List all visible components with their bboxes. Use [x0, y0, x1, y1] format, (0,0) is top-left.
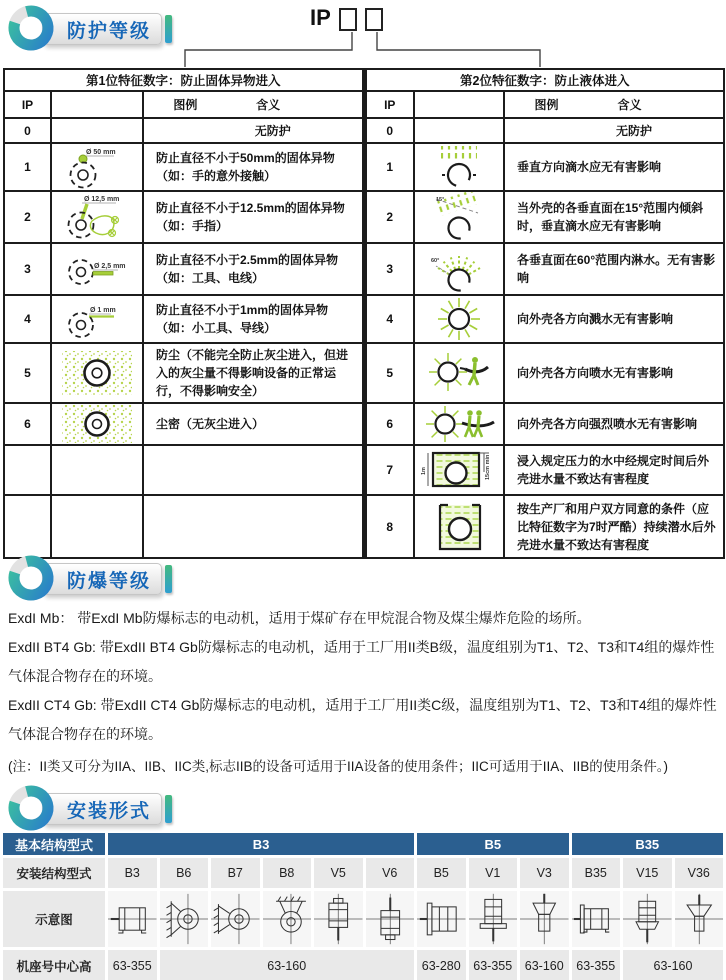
mount-type: V36 [675, 858, 724, 888]
mount-diagram-b6 [160, 891, 209, 947]
ip-digit-box-2 [365, 8, 383, 31]
ip1-ball-50mm-icon [56, 144, 138, 190]
mount-diagram-b8 [263, 891, 312, 947]
table-row: 1 Ø 50 mm 防止直径不小于50mm的固体异物（如：手的意外接触） 1 垂直方向滴水应无有害影响 [4, 143, 724, 191]
table-row: 6 尘密（无灰尘进入） 6 向外壳各方向强烈喷水无有害影响 [4, 403, 724, 445]
table-row: 5 防尘（不能完全防止灰尘进入，但进入的灰尘量不得影响设备的正常运行，不得影响安全） 5 向外壳各方向喷水无有害影响 [4, 343, 724, 403]
svg-text:Ø 12,5 mm: Ø 12,5 mm [84, 196, 120, 203]
svg-text:60°: 60° [431, 258, 440, 264]
section-badge-explosion [4, 552, 172, 606]
mount-diagram-v3 [520, 891, 569, 947]
ipx7-immersion-tank-icon [418, 446, 500, 494]
group-header-b3: B3 [108, 833, 414, 855]
mount-type: V15 [623, 858, 672, 888]
left-table-title: 第1位特征数字：防止固体异物进入 [4, 69, 364, 91]
badge-accent-bar [165, 565, 172, 593]
mount-type: B8 [263, 858, 312, 888]
ip3-tool-2.5mm-icon [56, 246, 138, 292]
ip5-dust-protected-icon [56, 349, 138, 397]
ip4-wire-1mm-icon [56, 296, 138, 342]
svg-text:1m: 1m [421, 467, 427, 475]
mount-diagram-v6 [366, 891, 415, 947]
row-label-basic-type: 基本结构型式 [3, 833, 105, 855]
ipx6-strong-jet-icon [418, 404, 500, 444]
explosion-rating-text [8, 604, 720, 781]
table-row: 0 无防护 0 无防护 [4, 118, 724, 143]
ring-logo-icon [4, 0, 58, 59]
mount-type: V1 [469, 858, 518, 888]
mount-type: B3 [108, 858, 157, 888]
col-header-ip: IP [364, 91, 414, 118]
col-header-legend-meaning: 图例 含义 [504, 91, 724, 118]
right-table-title: 第2位特征数字：防止液体进入 [364, 69, 724, 91]
col-header-legend-spacer [414, 91, 504, 118]
col-header-legend-spacer [51, 91, 143, 118]
section-badge-installation [4, 782, 172, 836]
frame-height: 63-355 [572, 950, 621, 980]
mount-type: B35 [572, 858, 621, 888]
mount-diagram-b3 [108, 891, 157, 947]
mount-type: B6 [160, 858, 209, 888]
section-title: 安装形式 [42, 793, 162, 825]
col-header-ip: IP [4, 91, 51, 118]
explosion-paragraph: ExdII BT4 Gb: 带ExdII BT4 Gb防爆标志的电动机，适用于工厂用II类B级，温度组别为T1、T2、T3和T4组的爆炸性气体混合物存在的环境。 [8, 639, 715, 684]
mount-type: V6 [366, 858, 415, 888]
ip-code-label: IP [310, 5, 331, 30]
ipx4-splash-icon [418, 296, 500, 342]
row-label-frame-height: 机座号中心高 [3, 950, 105, 980]
table-row: 8 按生产厂和用户双方同意的条件（应比特征数字为7时严酷）持续潜水后外壳进水量不致达有害程度 [4, 495, 724, 558]
ip2-finger-12.5mm-icon [56, 192, 138, 242]
ipx3-spray-60deg-icon [418, 244, 500, 294]
ipx2-tilted-drip-icon [418, 192, 500, 242]
table-row: 3 Ø 2,5 mm 防止直径不小于2.5mm的固体异物（如：工具、电线） 3 60° 各垂直面在60°范围内淋水。无有害影响 [4, 243, 724, 295]
frame-height: 63-355 [469, 950, 518, 980]
section-badge-protection [4, 2, 172, 56]
frame-height: 63-160 [623, 950, 723, 980]
group-header-b5: B5 [417, 833, 569, 855]
frame-height: 63-160 [520, 950, 569, 980]
ipx5-water-jet-icon [418, 348, 500, 398]
mount-type: B5 [417, 858, 466, 888]
badge-accent-bar [165, 15, 172, 43]
frame-height: 63-160 [160, 950, 415, 980]
explosion-paragraph: ExdI Mb： 带ExdI Mb防爆标志的电动机，适用于煤矿存在甲烷混合物及煤尘爆炸危险的场所。 [8, 610, 591, 626]
svg-text:15°: 15° [436, 197, 445, 203]
mount-diagram-v15 [623, 891, 672, 947]
svg-text:Ø 50 mm: Ø 50 mm [86, 149, 116, 156]
frame-height: 63-280 [417, 950, 466, 980]
mount-diagram-b35 [572, 891, 621, 947]
ip-code [310, 5, 383, 31]
mount-type: V3 [520, 858, 569, 888]
mount-diagram-v1 [469, 891, 518, 947]
section-title: 防护等级 [42, 13, 162, 45]
ipx8-submersion-tank-icon [418, 498, 500, 556]
mount-diagram-b5 [417, 891, 466, 947]
group-header-b35: B35 [572, 833, 724, 855]
svg-text:Ø 1 mm: Ø 1 mm [90, 307, 116, 314]
explosion-paragraph: ExdII CT4 Gb: 带ExdII CT4 Gb防爆标志的电动机，适用于工厂用II类C级，温度组别为T1、T2、T3和T4组的爆炸性气体混合物存在的环境。 [8, 697, 717, 742]
explosion-note: (注：II类又可分为IIA、IIB、IIC类,标志IIB的设备可适用于IIA设备的使用条件；IIC可适用于IIA、IIB的使用条件。) [8, 759, 669, 774]
ip-protection-table [3, 68, 725, 559]
table-row: 4 Ø 1 mm 防止直径不小于1mm的固体异物（如：小工具、导线） 4 向外壳各方向溅水无有害影响 [4, 295, 724, 343]
svg-text:Ø 2,5 mm: Ø 2,5 mm [94, 263, 126, 270]
table-row: 7 1m 15cm min 浸入规定压力的水中经规定时间后外壳进水量不致达有害程度 [4, 445, 724, 495]
mount-type: V5 [314, 858, 363, 888]
installation-table [3, 833, 723, 980]
ring-logo-icon [4, 780, 58, 839]
svg-text:15cm min: 15cm min [485, 454, 491, 480]
row-label-mount-type: 安装结构型式 [3, 858, 105, 888]
badge-accent-bar [165, 795, 172, 823]
mount-diagram-v36 [675, 891, 724, 947]
ipx1-vertical-drip-icon [418, 144, 500, 190]
ip-digit-box-1 [339, 8, 357, 31]
ring-logo-icon [4, 550, 58, 609]
mount-type: B7 [211, 858, 260, 888]
row-label-diagram: 示意图 [3, 891, 105, 947]
col-header-legend-meaning: 图例 含义 [143, 91, 364, 118]
table-row: 2 Ø 12,5 mm 防止直径不小于12.5mm的固体异物（如：手指） 2 15° 当外壳的各垂直面在15°范围内倾斜时，垂直滴水应无有害影响 [4, 191, 724, 243]
section-title: 防爆等级 [42, 563, 162, 595]
ip6-dust-tight-icon [56, 404, 138, 444]
mount-diagram-b7 [211, 891, 260, 947]
frame-height: 63-355 [108, 950, 157, 980]
mount-diagram-v5 [314, 891, 363, 947]
